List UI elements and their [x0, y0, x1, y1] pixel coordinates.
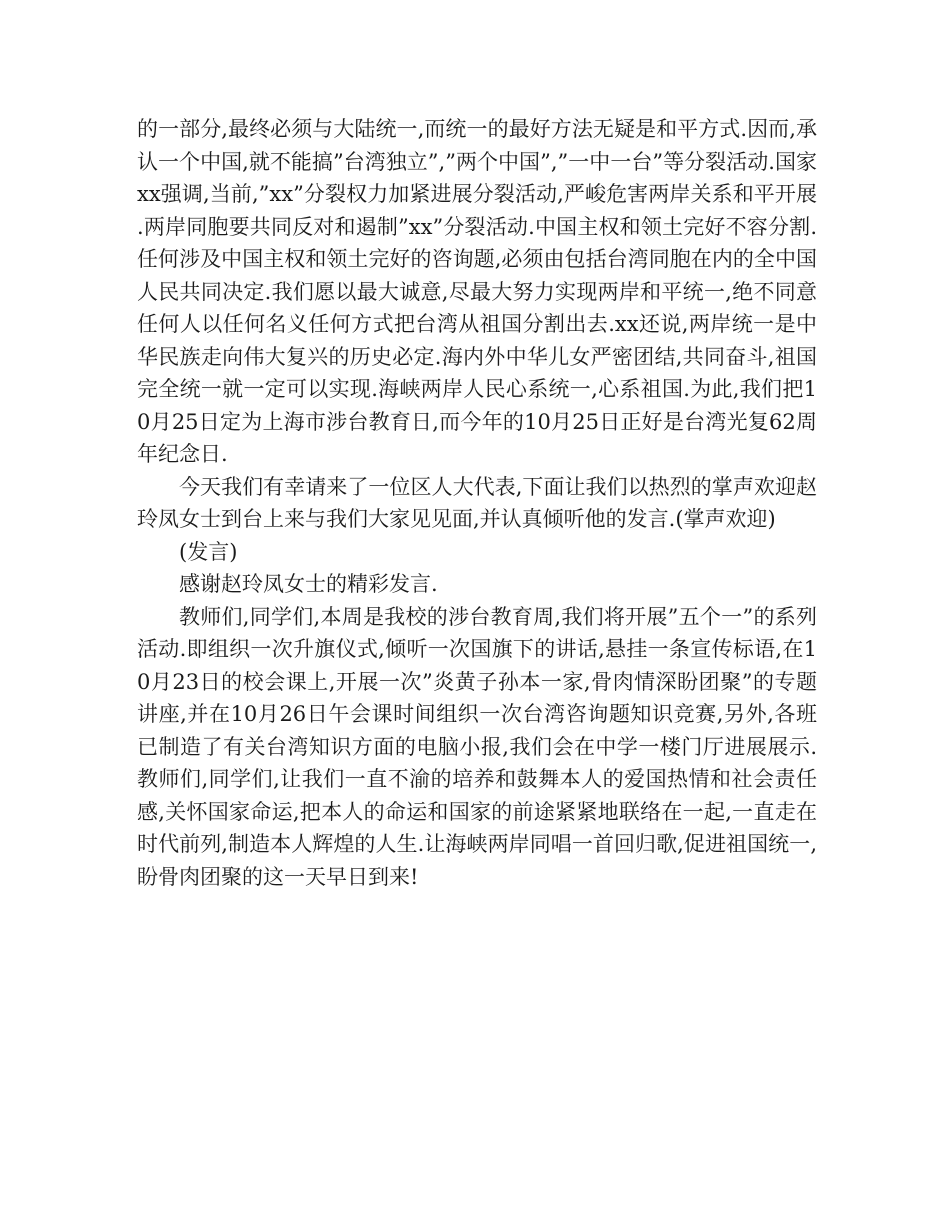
paragraph-2: 今天我们有幸请来了一位区人大代表,下面让我们以热烈的掌声欢迎赵玲凤女士到台上来与我们大家见见面,并认真倾听他的发言.(掌声欢迎)	[137, 474, 817, 531]
paragraph-4: 感谢赵玲凤女士的精彩发言.	[179, 572, 438, 596]
document-body	[137, 113, 817, 893]
paragraph-1: 的一部分,最终必须与大陆统一,而统一的最好方法无疑是和平方式.因而,承认一个中国,就不能搞”台湾独立”,”两个中国”,”一中一台”等分裂活动.国家xx强调,当前,”xx”分裂权力加紧进展分裂活动,严峻危害两岸关系和平开展.两岸同胞要共同反对和遏制”xx”分裂活动.中国主权和领土完好不容分割.任何涉及中国主权和领土完好的咨询题,必须由包括台湾同胞在内的全中国人民共同决定.我们愿以最大诚意,尽最大努力实现两岸和平统一,绝不同意任何人以任何名义任何方式把台湾从祖国分割出去.xx还说,两岸统一是中华民族走向伟大复兴的历史必定.海内外中华儿女严密团结,共同奋斗,祖国完全统一就一定可以实现.海峡两岸人民心系统一,心系祖国.为此,我们把10月25日定为上海市涉台教育日,而今年的10月25日正好是台湾光复62周年纪念日.	[137, 117, 817, 466]
paragraph-5: 教师们,同学们,本周是我校的涉台教育周,我们将开展”五个一”的系列活动.即组织一次升旗仪式,倾听一次国旗下的讲话,悬挂一条宣传标语,在10月23日的校会课上,开展一次”炎黄子孙本一家,骨肉情深盼团聚”的专题讲座,并在10月26日午会课时间组织一次台湾咨询题知识竞赛,另外,各班已制造了有关台湾知识方面的电脑小报,我们会在中学一楼门厅进展展示.教师们,同学们,让我们一直不渝的培养和鼓舞本人的爱国热情和社会责任感,关怀国家命运,把本人的命运和国家的前途紧紧地联络在一起,一直走在时代前列,制造本人辉煌的人生.让海峡两岸同唱一首回归歌,促进祖国统一,盼骨肉团聚的这一天早日到来!	[137, 604, 817, 889]
paragraph-3: (发言)	[179, 539, 238, 564]
